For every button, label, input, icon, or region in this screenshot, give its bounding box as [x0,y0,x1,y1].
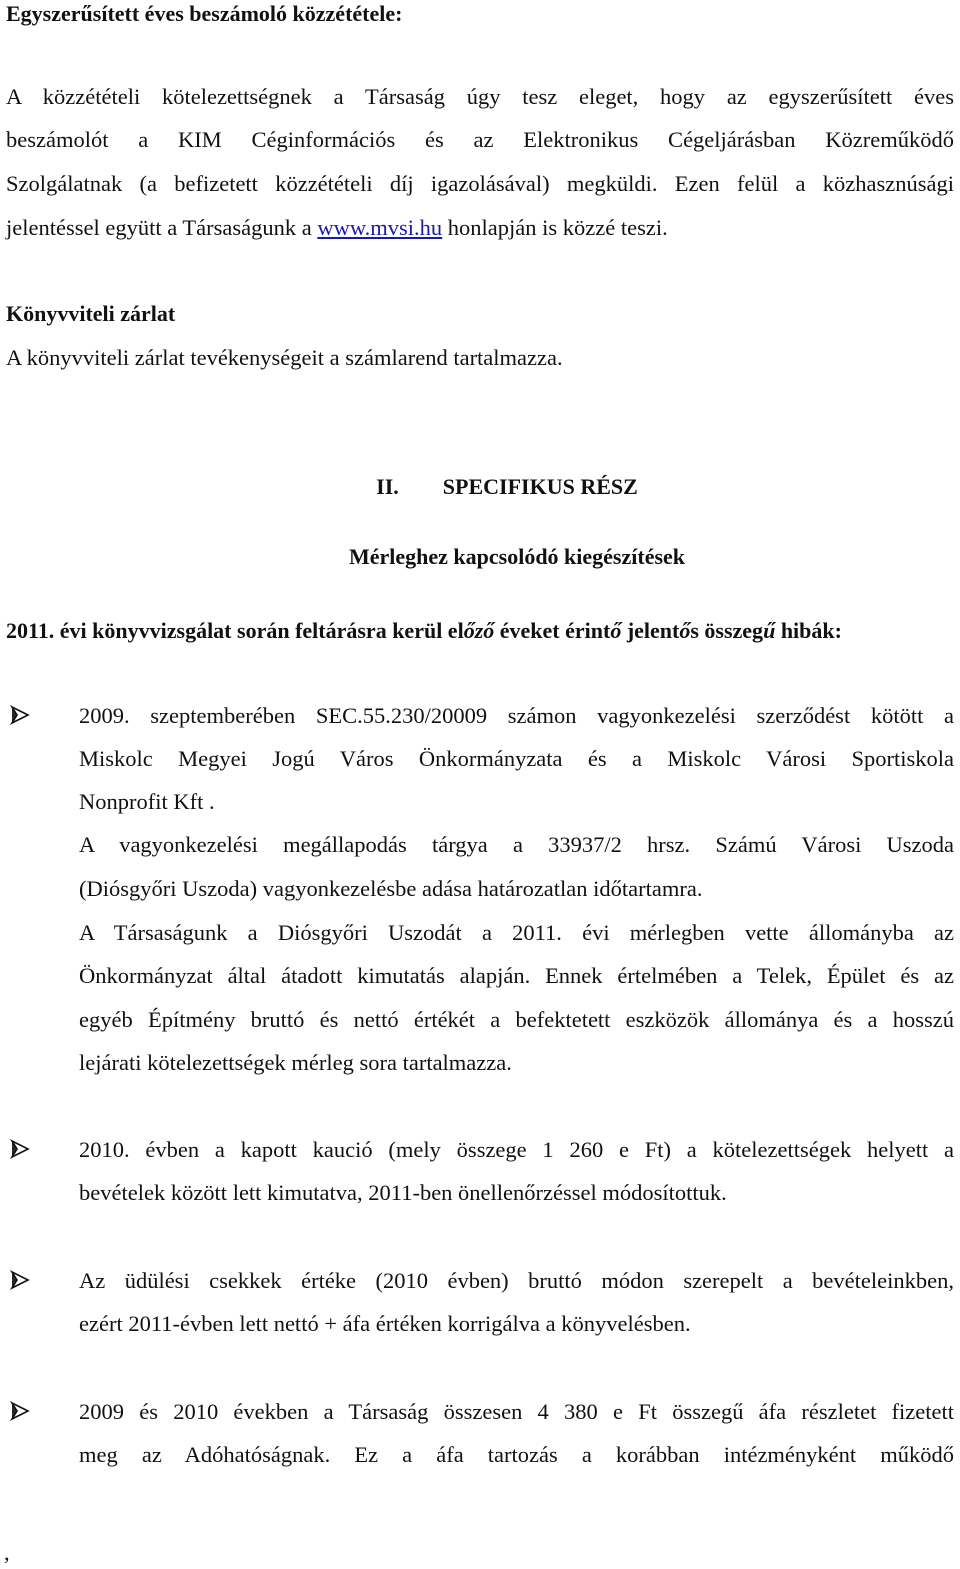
paragraph-line [6,213,954,243]
paragraph-line: beszámolót a KIM Céginformációs és az Elektronikus Cégeljárásban Közreműködő [6,127,954,152]
document-title: Egyszerűsített éves beszámoló közzététele: [6,1,403,26]
heading-text: ő [610,618,622,643]
section-title [0,472,960,502]
paragraph-line: A könyvviteli zárlat tevékenységeit a számlarend tartalmazza. [6,345,563,370]
list-item-line: Az üdülési csekkek értéke (2010 évben) bruttó módon szerepelt a bevételeinkben, [79,1268,954,1293]
section-heading-konyvviteli: Könyvviteli zárlat [6,301,176,326]
list-item-line: egyéb Építmény bruttó és nettó értékét a befektetett eszközök állománya és a hosszú [79,1007,954,1032]
list-item-line: 2009. szeptemberében SEC.55.230/20009 számon vagyonkezelési szerződést kötött a [79,703,954,728]
heading-text: őző [463,618,495,643]
list-item-line: lejárati kötelezettségek mérleg sora tartalmazza. [79,1050,512,1075]
list-item-line: 2009 és 2010 években a Társaság összesen 4 380 e Ft összegű áfa részletet fizetett [79,1399,954,1424]
paragraph-text: honlapján is közzé teszi. [442,215,668,240]
paragraph-line: A közzétételi kötelezettségnek a Társaság úgy tesz eleget, hogy az egyszerűsített éves [6,84,954,109]
website-link[interactable]: www.mvsi.hu [317,215,443,240]
heading-text: ű [763,618,776,643]
subsection-title: Mérleghez kapcsolódó kiegészítések [348,544,686,569]
paragraph-line: Szolgálatnak (a befizetett közzétételi díj igazolásával) megküldi. Ezen felül a közhasznúsági [6,171,954,196]
heading-text: 2011. évi könyvvizsgálat során feltárásra kerül el [6,618,464,643]
heading-text: s összeg [690,618,764,643]
heading-text: jelent [621,618,680,643]
heading-text: ő [679,618,691,643]
errors-heading [6,616,954,646]
list-item-line: meg az Adóhatóságnak. Ez a áfa tartozás a korábban intézményként működő [79,1442,954,1467]
footer-mark: , [4,1540,10,1565]
paragraph-text: jelentéssel együtt a Társaságunk a [6,215,318,240]
list-item-line: A vagyonkezelési megállapodás tárgya a 33937/2 hrsz. Számú Városi Uszoda [79,832,954,857]
section-name: SPECIFIKUS RÉSZ [442,474,638,499]
arrowhead-bullet-icon [9,1400,31,1422]
list-item-line: Miskolc Megyei Jogú Város Önkormányzata és a Miskolc Városi Sportiskola [79,746,954,771]
list-item-line: Önkormányzat által átadott kimutatás alapján. Ennek értelmében a Telek, Épület és az [79,963,954,988]
list-item-line: 2010. évben a kapott kaució (mely összege 1 260 e Ft) a kötelezettségek helyett a [79,1137,954,1162]
arrowhead-bullet-icon [9,704,31,726]
list-item-line: bevételek között lett kimutatva, 2011-ben önellenőrzéssel módosítottuk. [79,1180,727,1205]
arrowhead-bullet-icon [9,1269,31,1291]
list-item-line: (Diósgyőri Uszoda) vagyonkezelésbe adása határozatlan időtartamra. [79,876,703,901]
heading-text: hibák: [775,618,842,643]
heading-text: éveket érint [494,618,611,643]
list-item-line: Nonprofit Kft . [79,789,215,814]
list-item-line: A Társaságunk a Diósgyőri Uszodát a 2011. évi mérlegben vette állományba az [79,920,954,945]
list-item-line: ezért 2011-évben lett nettó + áfa értéken korrigálva a könyvelésben. [79,1311,691,1336]
section-number: II. [376,474,399,499]
arrowhead-bullet-icon [9,1138,31,1160]
